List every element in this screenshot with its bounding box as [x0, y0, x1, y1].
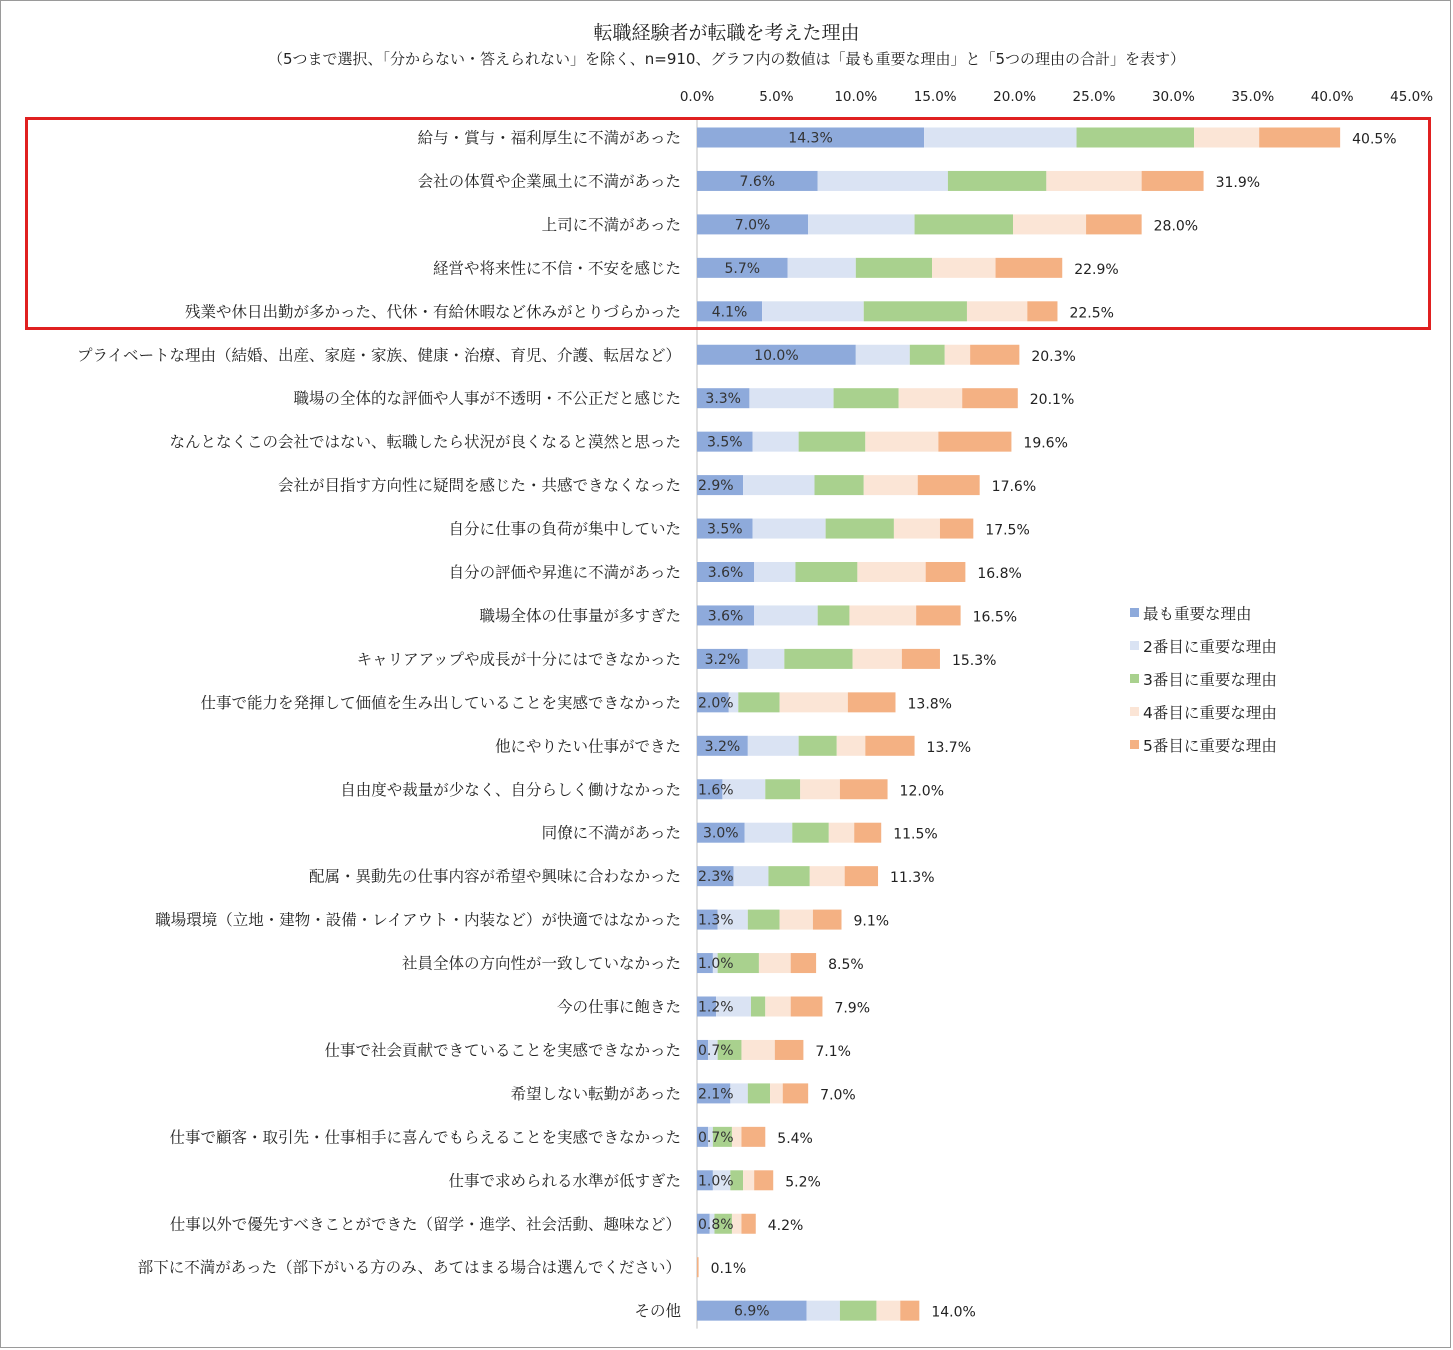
bar-total-label: 22.9%	[1074, 261, 1119, 278]
bar-segment	[775, 1040, 804, 1060]
x-tick-label: 45.0%	[1390, 89, 1434, 105]
category-label: その他	[634, 1302, 681, 1321]
bar-total-label: 20.3%	[1031, 348, 1076, 365]
bar-segment	[783, 1083, 808, 1103]
chart-legend	[1130, 596, 1277, 761]
bar-segment	[748, 736, 799, 756]
bar-value-label: 7.6%	[739, 173, 776, 190]
category-label: 社員全体の方向性が一致していなかった	[401, 954, 681, 973]
bar-segment	[765, 779, 800, 799]
bar-value-label: 2.1%	[698, 1086, 734, 1103]
legend-item	[1130, 629, 1277, 662]
category-label: 職場環境（立地・建物・設備・レイアウト・内装など）が快適ではなかった	[155, 911, 681, 930]
bar-value-label: 2.9%	[698, 478, 734, 495]
bar-total-label: 31.9%	[1215, 174, 1261, 191]
bar-segment	[748, 649, 785, 669]
legend-label: 3番目に重要な理由	[1143, 670, 1277, 689]
legend-label: 最も重要な理由	[1143, 604, 1252, 623]
bar-segment	[768, 866, 809, 886]
bar-segment	[697, 1257, 699, 1277]
x-tick-label: 10.0%	[834, 89, 878, 105]
bar-segment	[799, 432, 866, 452]
bar-value-label: 1.0%	[698, 956, 734, 973]
bar-value-label: 2.3%	[698, 869, 734, 886]
legend-item	[1130, 662, 1277, 695]
category-label: 希望しない転勤があった	[510, 1084, 681, 1103]
bar-value-label: 3.5%	[707, 434, 743, 451]
category-label: 職場全体の仕事量が多すぎた	[479, 606, 681, 625]
category-label: 仕事で求められる水準が低すぎた	[448, 1171, 681, 1190]
bar-segment	[857, 562, 925, 582]
legend-item	[1130, 596, 1277, 629]
bar-segment	[765, 997, 790, 1017]
bar-segment	[848, 692, 896, 712]
bar-segment	[813, 910, 842, 930]
bar-segment	[853, 649, 902, 669]
bar-value-label: 1.2%	[698, 999, 734, 1016]
legend-label: 2番目に重要な理由	[1143, 637, 1277, 656]
bar-segment	[784, 649, 852, 669]
bar-segment	[856, 345, 910, 365]
bar-segment	[840, 1301, 877, 1321]
bar-segment	[945, 345, 970, 365]
bar-segment	[807, 1301, 840, 1321]
category-label: 今の仕事に飽きた	[556, 998, 681, 1016]
bar-total-label: 0.1%	[710, 1261, 747, 1278]
bar-segment	[751, 997, 765, 1017]
bar-segment	[865, 736, 914, 756]
bar-value-label: 0.8%	[698, 1216, 734, 1233]
category-label: 給与・賞与・福利厚生に不満があった	[417, 129, 681, 147]
bar-segment	[754, 1170, 773, 1190]
category-label: 職場の全体的な評価や人事が不透明・不公正だと感じた	[293, 389, 681, 408]
x-tick-label: 40.0%	[1310, 89, 1354, 105]
bar-total-label: 11.3%	[890, 870, 935, 887]
bar-segment	[970, 345, 1019, 365]
bar-segment	[738, 692, 779, 712]
category-label: 仕事で顧客・取引先・仕事相手に喜んでもらえることを実感できなかった	[169, 1128, 681, 1147]
category-label: 自由度や裁量が少なく、自分らしく働けなかった	[340, 780, 681, 799]
bar-segment	[940, 519, 973, 539]
bar-segment	[918, 475, 980, 495]
legend-swatch	[1130, 740, 1139, 749]
bar-segment	[745, 823, 793, 843]
bar-segment	[759, 953, 791, 973]
bar-segment	[962, 388, 1018, 408]
category-label: 仕事で社会貢献できていることを実感できなかった	[324, 1041, 681, 1060]
bar-segment	[753, 432, 799, 452]
bar-segment	[743, 1170, 754, 1190]
bar-total-label: 5.2%	[785, 1174, 821, 1191]
bar-segment	[865, 432, 938, 452]
chart-title: 転職経験者が転職を考えた理由	[593, 22, 860, 44]
bar-value-label: 0.7%	[698, 1042, 734, 1059]
bar-total-label: 5.4%	[777, 1130, 813, 1147]
category-label: 残業や休日出勤が多かった、代休・有給休暇など休みがとりづらかった	[184, 302, 681, 321]
bar-segment	[900, 1301, 919, 1321]
bar-total-label: 9.1%	[853, 913, 890, 930]
bar-total-label: 7.1%	[815, 1043, 851, 1060]
category-label: 自分に仕事の負荷が集中していた	[448, 520, 681, 539]
bar-total-label: 19.6%	[1023, 435, 1068, 452]
legend-label: 5番目に重要な理由	[1143, 736, 1277, 755]
bar-segment	[795, 562, 857, 582]
category-label: 会社が目指す方向性に疑問を感じた・共感できなくなった	[277, 476, 681, 495]
legend-swatch	[1130, 608, 1139, 617]
chart-subtitle: （5つまで選択、「分からない・答えられない」を除く、n=910、グラフ内の数値は「最も重要な理由」と「5つの理由の合計」を表す）	[268, 50, 1185, 68]
category-label: 部下に不満があった（部下がいる方のみ、あてはまる場合は選んでください）	[137, 1258, 681, 1277]
x-tick-label: 30.0%	[1151, 89, 1195, 105]
bar-total-label: 8.5%	[828, 957, 864, 974]
bar-segment	[748, 910, 780, 930]
bar-value-label: 6.9%	[733, 1303, 770, 1320]
bar-value-label: 2.0%	[698, 695, 734, 712]
bar-total-label: 7.0%	[820, 1087, 856, 1104]
legend-item	[1130, 695, 1277, 728]
bar-total-label: 13.7%	[926, 739, 972, 756]
bar-value-label: 3.0%	[703, 825, 739, 842]
bar-value-label: 7.0%	[734, 217, 771, 234]
bar-segment	[748, 1083, 770, 1103]
bar-value-label: 14.3%	[788, 130, 833, 147]
bar-segment	[837, 736, 866, 756]
bar-segment	[826, 519, 894, 539]
x-tick-label: 5.0%	[759, 89, 794, 105]
x-tick-label: 25.0%	[1072, 89, 1116, 105]
bar-segment	[743, 475, 814, 495]
bar-value-label: 1.6%	[698, 782, 734, 799]
x-tick-label: 35.0%	[1231, 89, 1275, 105]
bar-segment	[754, 562, 795, 582]
bar-value-label: 5.7%	[724, 260, 761, 277]
category-label: キャリアアップや成長が十分にはできなかった	[356, 650, 681, 669]
category-label: 同僚に不満があった	[541, 824, 681, 843]
bar-total-label: 28.0%	[1153, 218, 1199, 235]
bar-segment	[741, 1040, 774, 1060]
bar-value-label: 1.3%	[698, 912, 734, 929]
category-label: 会社の体質や企業風土に不満があった	[417, 172, 681, 191]
bar-value-label: 3.2%	[704, 651, 741, 668]
bar-total-label: 17.5%	[985, 522, 1030, 539]
category-label: なんとなくこの会社ではない、転職したら状況が良くなると漠然と思った	[169, 433, 681, 452]
category-label: 配属・異動先の仕事内容が希望や興味に合わなかった	[308, 867, 681, 886]
bar-total-label: 22.5%	[1069, 305, 1114, 322]
bar-segment	[780, 910, 813, 930]
bar-segment	[926, 562, 966, 582]
bar-segment	[810, 866, 845, 886]
bar-segment	[800, 779, 840, 799]
legend-label: 4番目に重要な理由	[1143, 703, 1277, 722]
category-label: 自分の評価や昇進に不満があった	[448, 563, 681, 582]
bar-segment	[791, 997, 823, 1017]
bar-segment	[791, 953, 816, 973]
bar-segment	[754, 605, 818, 625]
bar-value-label: 0.7%	[698, 1129, 734, 1146]
category-label: 仕事以外で優先すべきことができた（留学・進学、社会活動、趣味など）	[169, 1215, 681, 1234]
bar-segment	[829, 823, 854, 843]
bar-segment	[845, 866, 878, 886]
bar-segment	[749, 388, 833, 408]
bar-total-label: 16.5%	[972, 609, 1018, 626]
bar-value-label: 3.3%	[705, 391, 741, 408]
bar-value-label: 3.6%	[707, 608, 744, 625]
legend-swatch	[1130, 641, 1139, 650]
bar-total-label: 14.0%	[931, 1304, 976, 1321]
bar-total-label: 40.5%	[1352, 131, 1397, 148]
bar-segment	[818, 605, 850, 625]
x-tick-label: 20.0%	[993, 89, 1037, 105]
category-label: 他にやりたい仕事ができた	[494, 737, 681, 756]
bar-segment	[741, 1214, 755, 1234]
bar-total-label: 15.3%	[951, 652, 997, 669]
bar-value-label: 10.0%	[754, 347, 799, 364]
bar-total-label: 4.2%	[767, 1217, 804, 1234]
bar-segment	[876, 1301, 900, 1321]
highlight-box	[25, 117, 1431, 330]
bar-total-label: 11.5%	[893, 826, 938, 843]
bar-segment	[938, 432, 1011, 452]
category-label: プライベートな理由（結婚、出産、家庭・家族、健康・治療、育児、介護、転居など）	[76, 346, 681, 365]
bar-segment	[753, 519, 826, 539]
category-label: 上司に不満があった	[541, 215, 681, 234]
legend-swatch	[1130, 674, 1139, 683]
bar-value-label: 3.5%	[707, 521, 743, 538]
bar-total-label: 13.8%	[907, 696, 952, 713]
bar-segment	[834, 388, 899, 408]
bar-total-label: 20.1%	[1029, 392, 1075, 409]
bar-segment	[780, 692, 848, 712]
category-label: 経営や将来性に不信・不安を感じた	[432, 259, 681, 278]
bar-segment	[799, 736, 837, 756]
bar-segment	[854, 823, 881, 843]
bar-segment	[916, 605, 960, 625]
bar-segment	[899, 388, 963, 408]
bar-total-label: 12.0%	[899, 783, 945, 800]
bar-segment	[864, 475, 918, 495]
bar-segment	[849, 605, 916, 625]
bar-value-label: 3.2%	[704, 738, 741, 755]
bar-value-label: 1.0%	[698, 1173, 734, 1190]
bar-segment	[910, 345, 945, 365]
bar-total-label: 7.9%	[834, 1000, 871, 1017]
bar-value-label: 3.6%	[707, 565, 744, 581]
bar-total-label: 16.8%	[977, 566, 1022, 582]
category-label: 仕事で能力を発揮して価値を生み出していることを実感できなかった	[200, 693, 681, 712]
bar-segment	[770, 1083, 783, 1103]
legend-item	[1130, 728, 1277, 761]
x-tick-label: 15.0%	[913, 89, 957, 105]
bar-segment	[894, 519, 940, 539]
legend-swatch	[1130, 707, 1139, 716]
bar-segment	[741, 1127, 765, 1147]
bar-segment	[902, 649, 940, 669]
bar-segment	[815, 475, 864, 495]
bar-value-label: 4.1%	[711, 304, 748, 321]
bar-segment	[792, 823, 829, 843]
bar-segment	[840, 779, 888, 799]
bar-segment	[734, 866, 769, 886]
bar-total-label: 17.6%	[991, 479, 1037, 496]
x-tick-label: 0.0%	[679, 89, 715, 105]
